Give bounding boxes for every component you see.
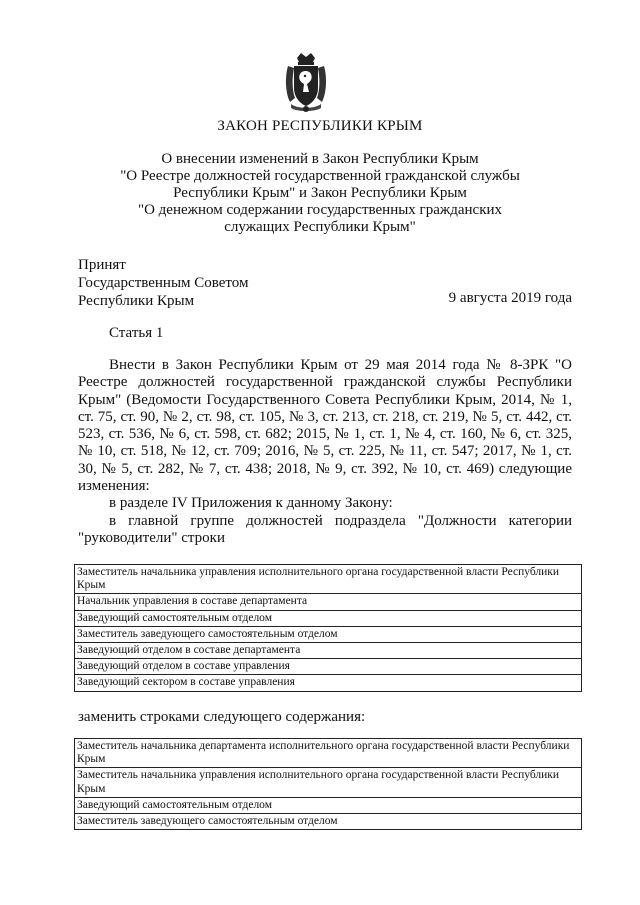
article-body [78, 357, 572, 547]
adoption-date: 9 августа 2019 года [448, 290, 572, 306]
subtitle-line: "О Реестре должностей государственной гражданской службы [120, 168, 520, 184]
article-title: Статья 1 [109, 325, 164, 341]
positions-table-old [74, 564, 582, 692]
law-subtitle [90, 151, 550, 236]
table-row [75, 659, 582, 675]
table-cell: Заведующий отделом в составе управления [75, 659, 582, 675]
table-cell: Заместитель заведующего самостоятельным отделом [75, 626, 582, 642]
table-row [75, 739, 582, 768]
subtitle-line: служащих Республики Крым" [224, 219, 416, 235]
table-cell: Заместитель начальника департамента исполнительного органа государственной власти Республики Крым [75, 739, 582, 768]
adoption-block [78, 256, 249, 310]
subtitle-line: О внесении изменений в Закон Республики Крым [161, 151, 479, 167]
table-cell: Заместитель начальника управления исполнительного органа государственной власти Республики Крым [75, 768, 582, 797]
adoption-line: Республики Крым [78, 293, 195, 309]
table-cell: Заместитель заведующего самостоятельным отделом [75, 814, 582, 830]
crimea-coat-of-arms-icon [283, 52, 329, 114]
adoption-line: Государственным Советом [78, 275, 249, 291]
table-cell: Заведующий самостоятельным отделом [75, 797, 582, 813]
law-title: ЗАКОН РЕСПУБЛИКИ КРЫМ [217, 118, 423, 134]
table-cell: Заместитель начальника управления исполнительного органа государственной власти Республики Крым [75, 565, 582, 594]
table-cell: Заведующий сектором в составе управления [75, 675, 582, 691]
table-row [75, 768, 582, 797]
table-row [75, 814, 582, 830]
subtitle-line: Республики Крым" и Закон Республики Крым [173, 185, 467, 201]
positions-table-new [74, 738, 582, 830]
table-cell: Заведующий самостоятельным отделом [75, 610, 582, 626]
table-row [75, 643, 582, 659]
body-paragraph: в главной группе должностей подраздела "Должности категории "руководители" строки [78, 512, 572, 546]
adoption-line: Принят [78, 257, 126, 273]
table-row [75, 565, 582, 594]
table-row [75, 675, 582, 691]
table-cell: Заведующий отделом в составе департамента [75, 643, 582, 659]
body-paragraph: в разделе IV Приложения к данному Закону: [109, 495, 393, 512]
table-row [75, 797, 582, 813]
table-row [75, 594, 582, 610]
table-row [75, 626, 582, 642]
subtitle-line: "О денежном содержании государственных гражданских [137, 202, 503, 218]
table-cell: Начальник управления в составе департамента [75, 594, 582, 610]
replace-instruction: заменить строками следующего содержания: [78, 709, 366, 725]
table-row [75, 610, 582, 626]
body-paragraph: Внести в Закон Республики Крым от 29 мая 2014 года № 8-ЗРК "О Реестре должностей государственной гражданской службы Республики Крым" (Ведомости Государственного Совета Республики Крым, 2014, № 1, ст. 75, ст. 90, № 2, ст. 98, ст. 105, № 3, ст. 213, ст. 218, ст. 219, № 5, ст. 442, ст. 523, ст. 536, № 6, ст. 598, ст. 682; 2015, № 1, ст. 1, № 4, ст. 160, № 6, ст. 325, № 10, ст. 518, № 12, ст. 709; 2016, № 5, ст. 225, № 11, ст. 547; 2017, № 1, ст. 30, № 5, ст. 282, № 7, ст. 438; 2018, № 9, ст. 392, № 10, ст. 469) следующие изменения: [78, 357, 572, 495]
